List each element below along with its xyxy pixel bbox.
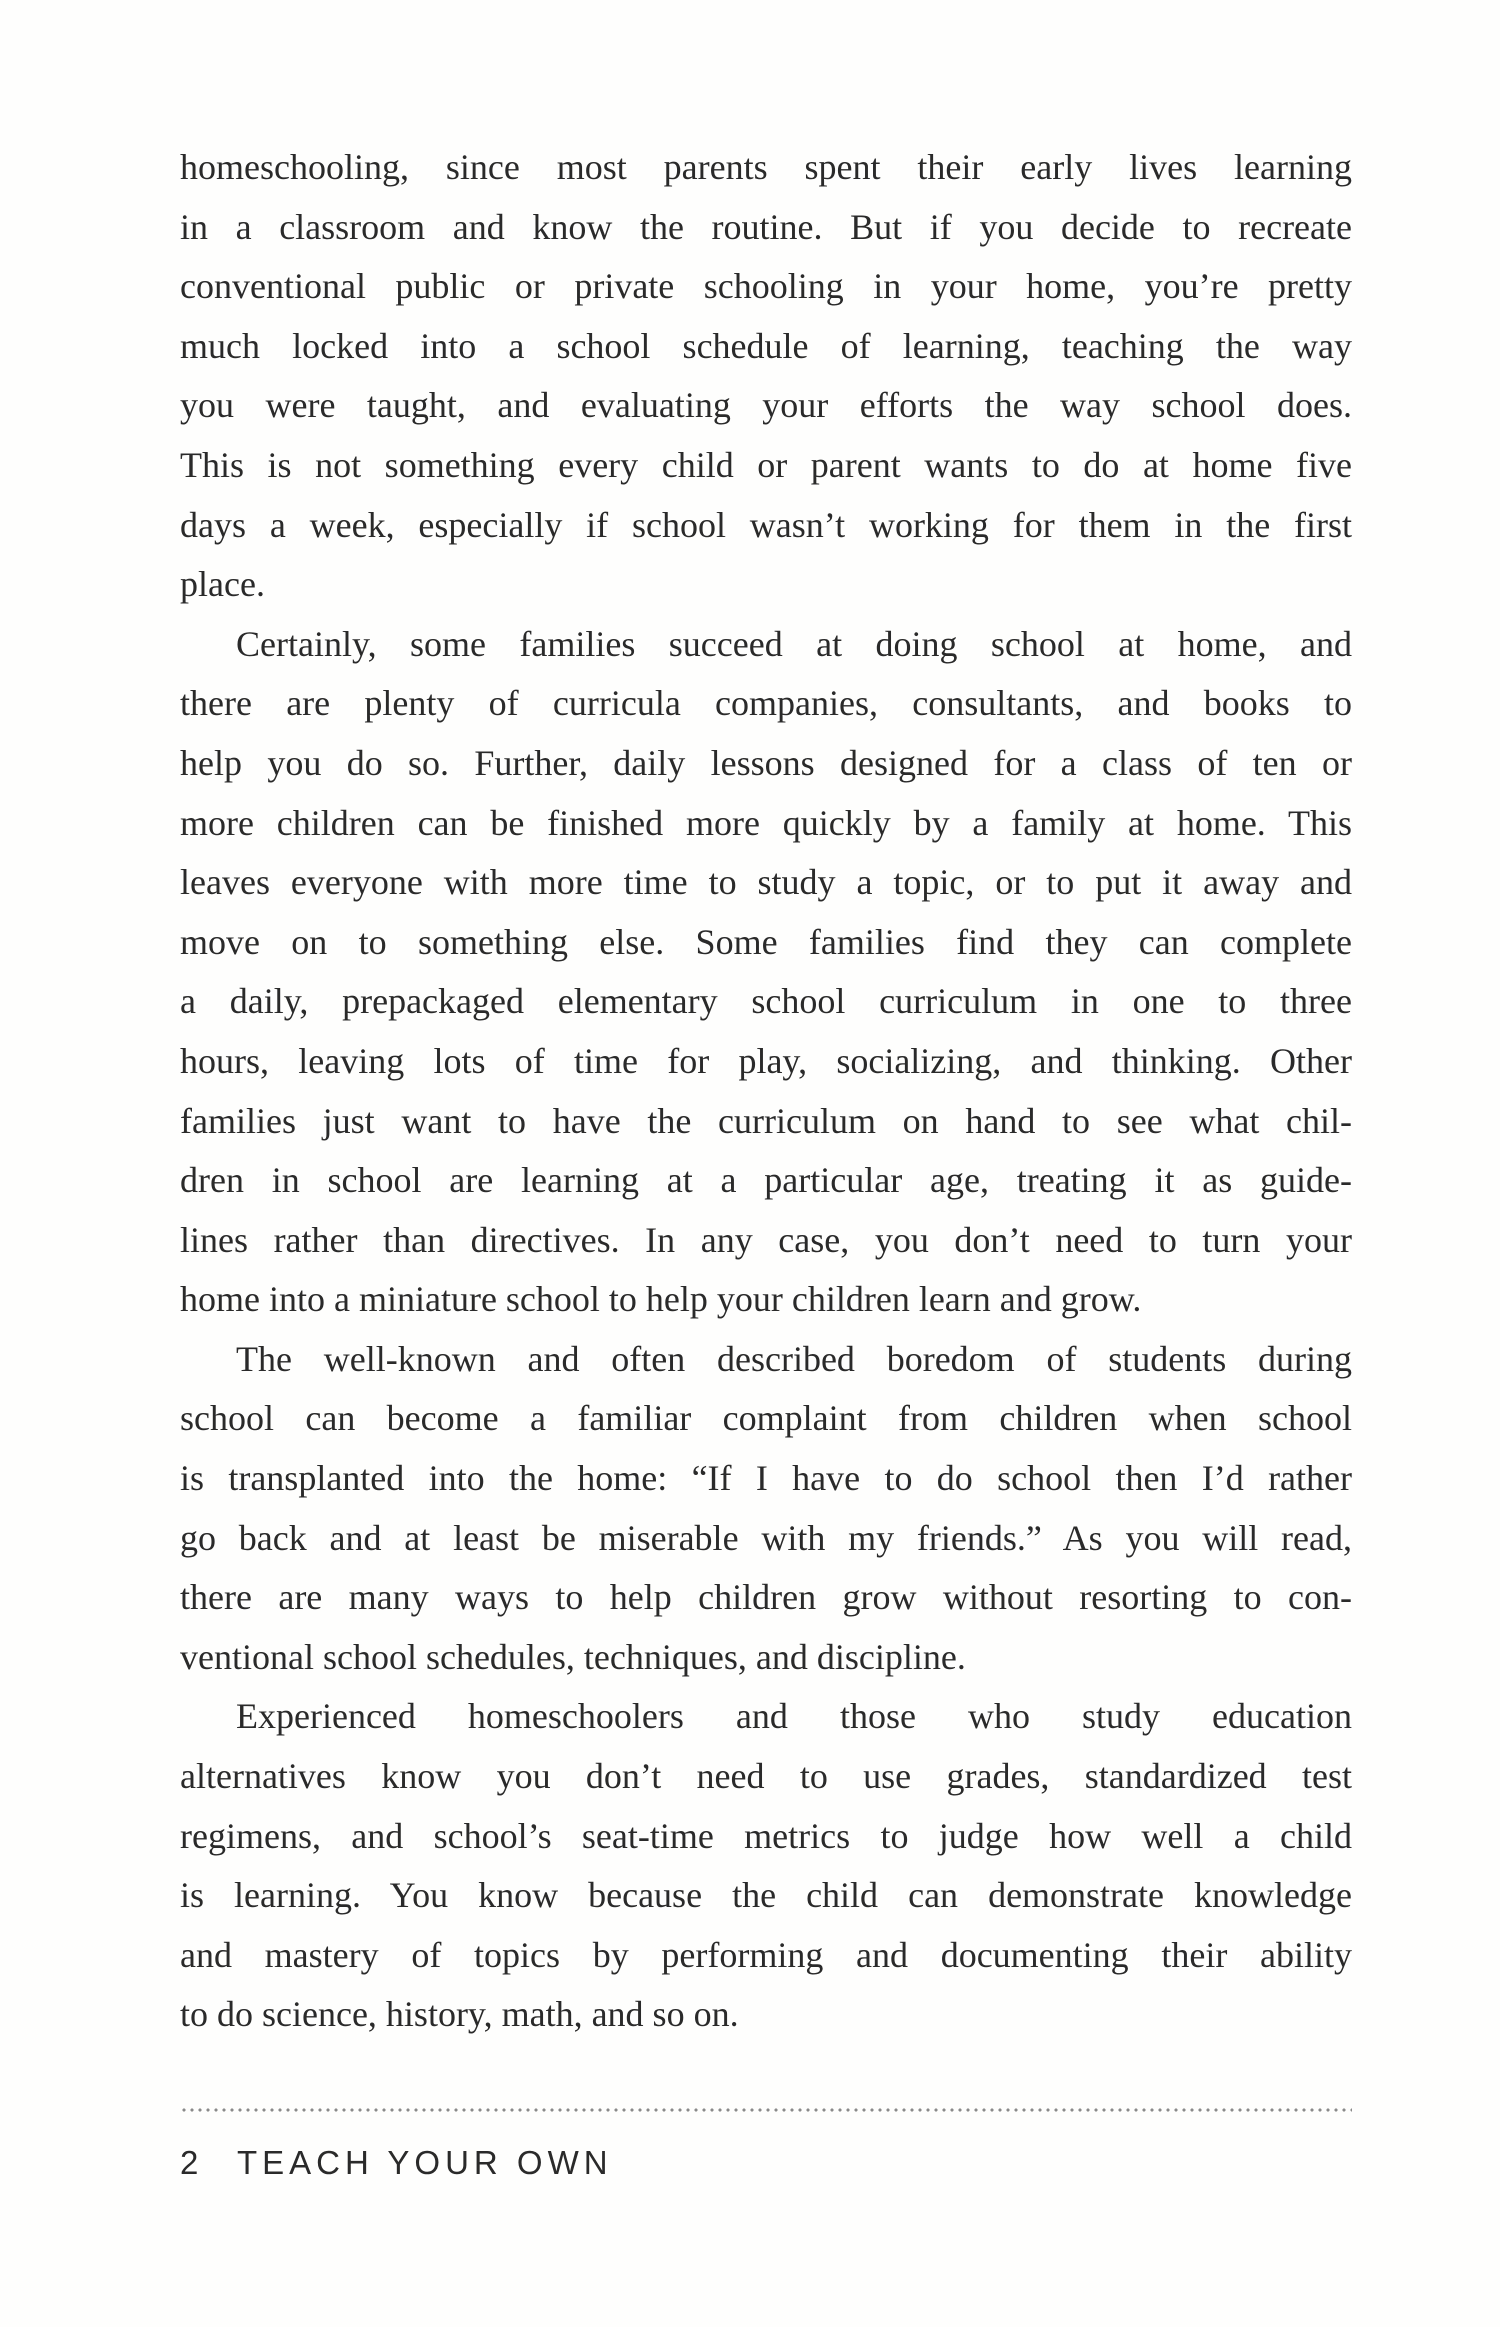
- text-line: dren in school are learning at a particular age, treating it as guide-: [180, 1160, 1352, 1201]
- book-title: TEACH YOUR OWN: [237, 2144, 613, 2181]
- text-line: Experienced homeschoolers and those who study education: [236, 1696, 1352, 1737]
- text-line: more children can be finished more quickly by a family at home. This: [180, 802, 1352, 843]
- text-line: families just want to have the curriculum on hand to see what chil-: [180, 1100, 1352, 1141]
- text-line: homeschooling, since most parents spent their early lives learning: [180, 147, 1352, 187]
- text-line: This is not something every child or parent wants to do at home five: [180, 444, 1352, 485]
- text-line: is learning. You know because the child can demonstrate knowledge: [180, 1875, 1352, 1916]
- text-line: leaves everyone with more time to study a topic, or to put it away and: [180, 862, 1352, 903]
- text-line: conventional public or private schooling in your home, you’re pretty: [180, 266, 1352, 307]
- text-line: go back and at least be miserable with my friends.” As you will read,: [180, 1517, 1352, 1558]
- text-line: ventional school schedules, techniques, and discipline.: [180, 1636, 966, 1677]
- text-line: help you do so. Further, daily lessons designed for a class of ten or: [180, 742, 1352, 783]
- text-line: regimens, and school’s seat-time metrics to judge how well a child: [180, 1815, 1352, 1856]
- text-line: days a week, especially if school wasn’t working for them in the first: [180, 504, 1352, 545]
- body-text: [180, 138, 1352, 2045]
- text-line: school can become a familiar complaint from children when school: [180, 1398, 1352, 1439]
- dotted-rule-divider: [180, 2108, 1352, 2112]
- text-line: in a classroom and know the routine. But if you decide to recreate: [180, 206, 1352, 247]
- text-line: and mastery of topics by performing and documenting their ability: [180, 1934, 1352, 1975]
- text-line: there are many ways to help children grow without resorting to con-: [180, 1577, 1352, 1618]
- page-number: 2: [180, 2144, 199, 2181]
- text-line: there are plenty of curricula companies, consultants, and books to: [180, 683, 1352, 724]
- running-footer: [180, 2144, 613, 2184]
- text-line: hours, leaving lots of time for play, socializing, and thinking. Other: [180, 1040, 1352, 1081]
- paragraph: [180, 138, 1352, 615]
- text-line: is transplanted into the home: “If I have to do school then I’d rather: [180, 1458, 1352, 1499]
- paragraph: [180, 1330, 1352, 1688]
- text-line: move on to something else. Some families find they can complete: [180, 921, 1352, 962]
- text-line: place.: [180, 564, 265, 605]
- text-line: much locked into a school schedule of learning, teaching the way: [180, 325, 1352, 366]
- text-line: a daily, prepackaged elementary school curriculum in one to three: [180, 981, 1352, 1022]
- text-line: alternatives know you don’t need to use grades, standardized test: [180, 1756, 1352, 1797]
- text-line: Certainly, some families succeed at doing school at home, and: [236, 623, 1352, 664]
- text-line: The well-known and often described boredom of students during: [236, 1338, 1352, 1379]
- text-line: lines rather than directives. In any case, you don’t need to turn your: [180, 1219, 1352, 1260]
- paragraph: [180, 615, 1352, 1330]
- text-line: to do science, history, math, and so on.: [180, 1994, 739, 2035]
- text-line: you were taught, and evaluating your efforts the way school does.: [180, 385, 1352, 426]
- paragraph: [180, 1687, 1352, 2045]
- text-line: home into a miniature school to help your children learn and grow.: [180, 1279, 1142, 1320]
